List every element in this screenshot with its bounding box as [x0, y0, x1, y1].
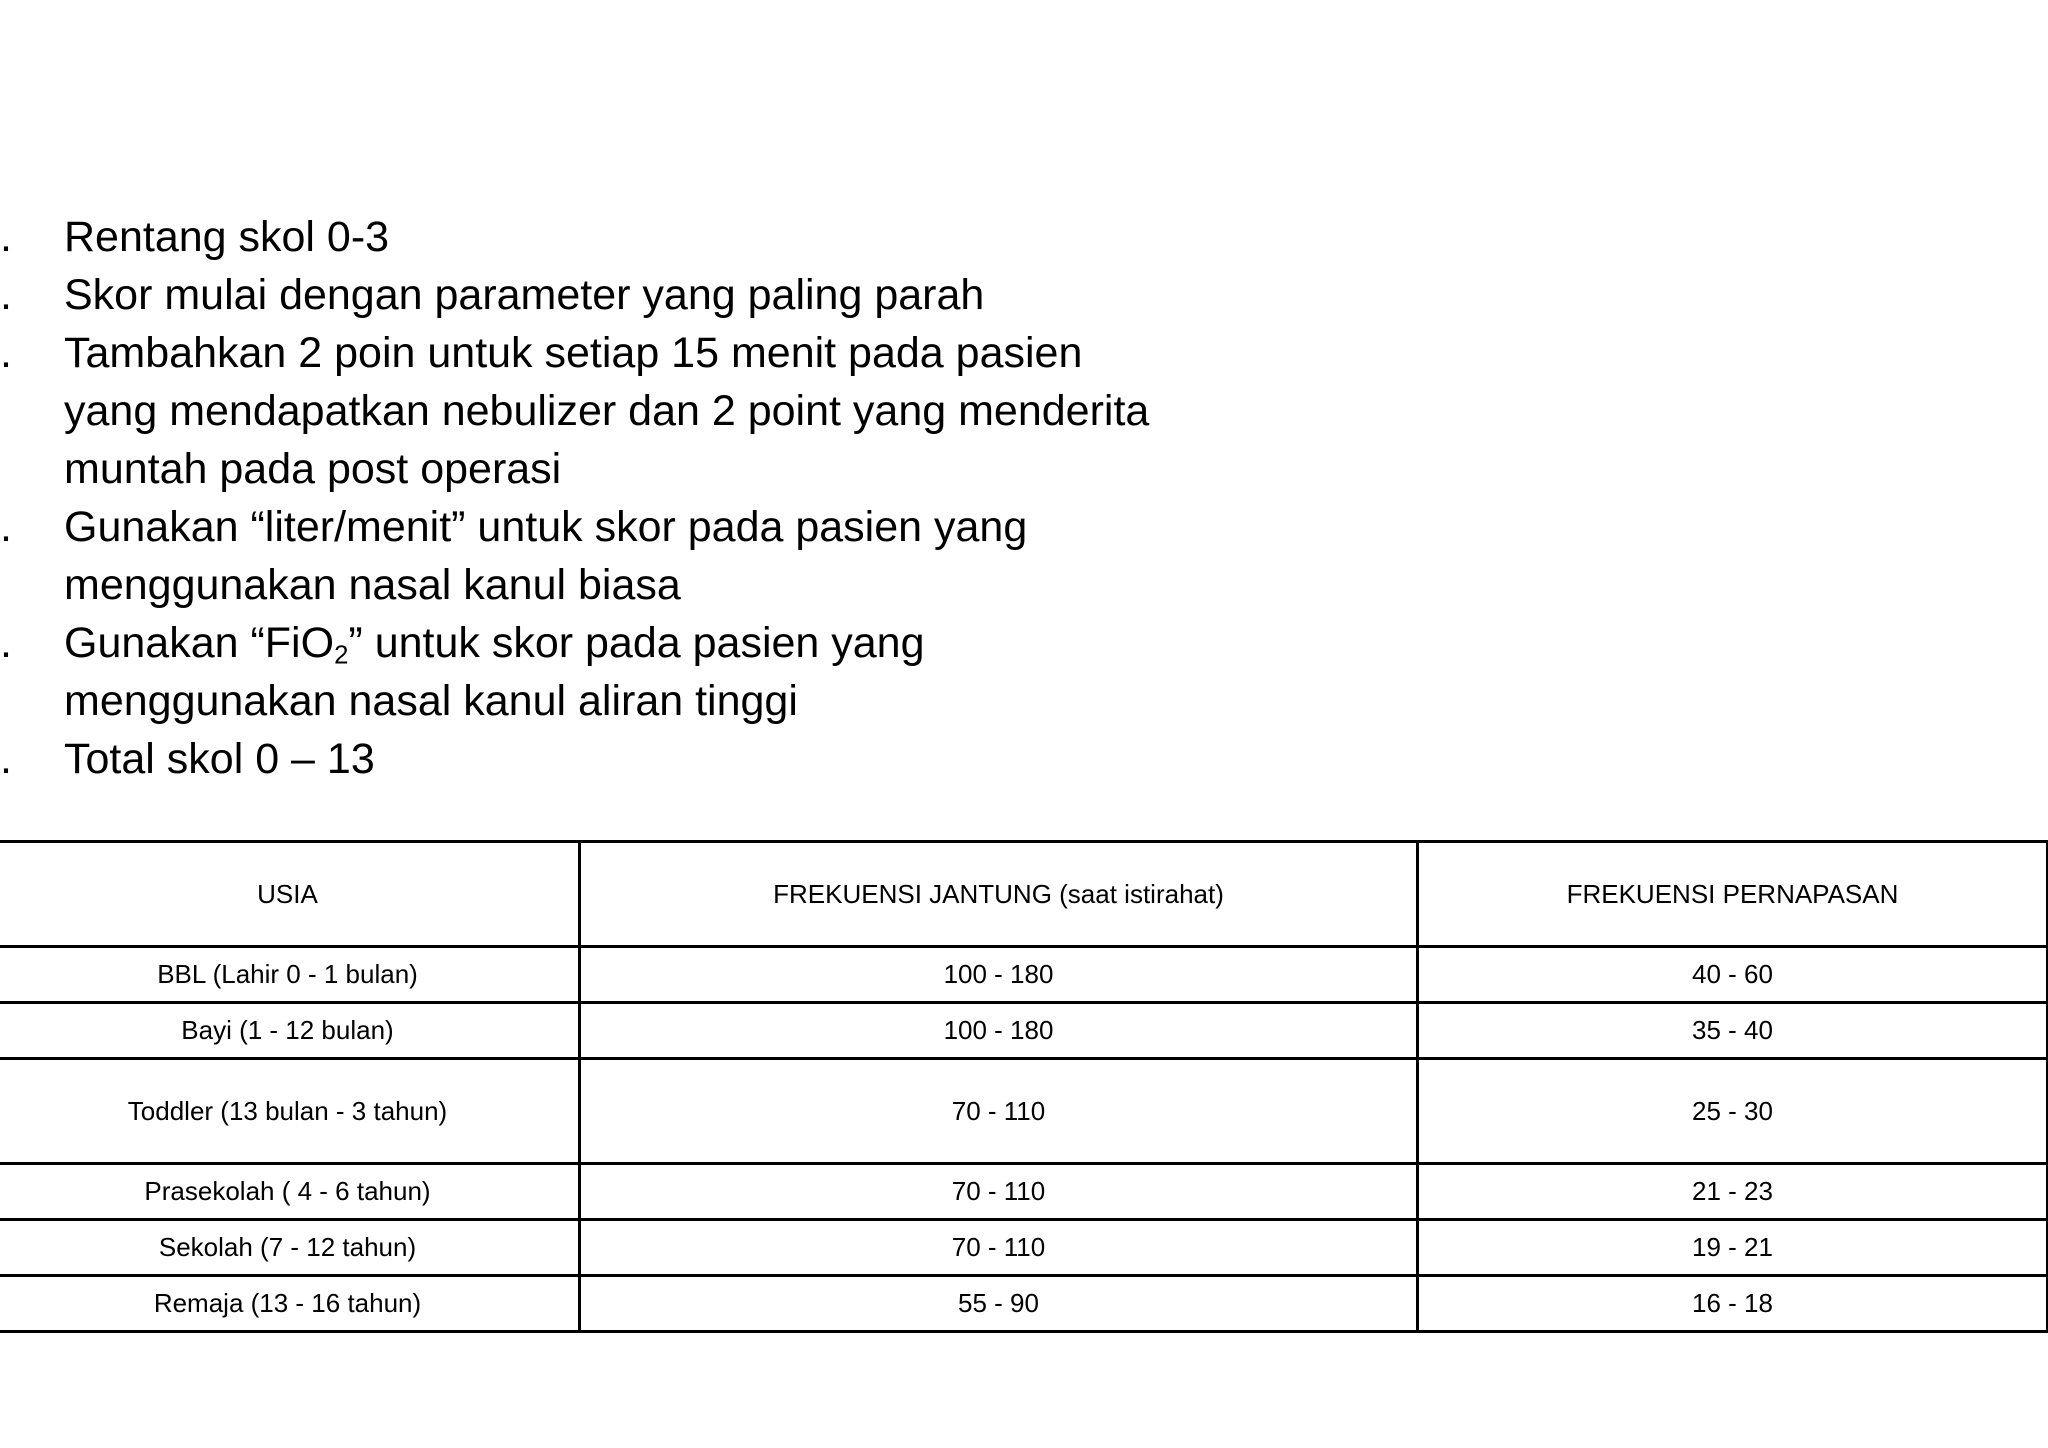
cell-age: Sekolah (7 - 12 tahun) — [0, 1220, 580, 1276]
bullet-item — [0, 730, 1160, 788]
cell-age: BBL (Lahir 0 - 1 bulan) — [0, 947, 580, 1003]
cell-resp-rate: 25 - 30 — [1418, 1059, 2048, 1164]
cell-heart-rate: 100 - 180 — [580, 1003, 1418, 1059]
cell-heart-rate: 70 - 110 — [580, 1164, 1418, 1220]
table-header-row — [0, 842, 2048, 947]
cell-heart-rate: 70 - 110 — [580, 1220, 1418, 1276]
bullet-marker: . — [0, 213, 12, 261]
bullet-list — [0, 208, 1160, 788]
bullet-text-before: Gunakan “FiO — [64, 619, 335, 667]
cell-heart-rate: 55 - 90 — [580, 1276, 1418, 1332]
cell-resp-rate: 16 - 18 — [1418, 1276, 2048, 1332]
bullet-item — [0, 324, 1160, 498]
vital-signs-table — [0, 840, 2048, 1333]
table-row — [0, 1059, 2048, 1164]
bullet-marker: . — [0, 619, 12, 667]
bullet-marker: . — [0, 735, 12, 783]
table-row — [0, 1164, 2048, 1220]
cell-age: Remaja (13 - 16 tahun) — [0, 1276, 580, 1332]
bullet-item — [0, 266, 1160, 324]
cell-heart-rate: 70 - 110 — [580, 1059, 1418, 1164]
cell-resp-rate: 40 - 60 — [1418, 947, 2048, 1003]
cell-age: Bayi (1 - 12 bulan) — [0, 1003, 580, 1059]
bullet-text: Total skol 0 – 13 — [64, 735, 375, 783]
bullet-marker: . — [0, 503, 12, 551]
table-row — [0, 1003, 2048, 1059]
table-row — [0, 1276, 2048, 1332]
cell-resp-rate: 35 - 40 — [1418, 1003, 2048, 1059]
bullet-text-after: ” untuk skor pada pasien yang menggunakan nasal kanul aliran tinggi — [64, 619, 925, 725]
cell-age: Toddler (13 bulan - 3 tahun) — [0, 1059, 580, 1164]
header-heart-rate: FREKUENSI JANTUNG (saat istirahat) — [580, 842, 1418, 947]
cell-resp-rate: 19 - 21 — [1418, 1220, 2048, 1276]
header-resp-rate: FREKUENSI PERNAPASAN — [1418, 842, 2048, 947]
bullet-text: Gunakan “liter/menit” untuk skor pada pasien yang menggunakan nasal kanul biasa — [64, 503, 1028, 609]
bullet-item — [0, 614, 1160, 730]
bullet-text: Skor mulai dengan parameter yang paling parah — [64, 271, 985, 319]
vital-signs-table-container — [0, 840, 2046, 1333]
cell-resp-rate: 21 - 23 — [1418, 1164, 2048, 1220]
bullet-text: Rentang skol 0-3 — [64, 213, 390, 261]
cell-heart-rate: 100 - 180 — [580, 947, 1418, 1003]
bullet-text: Tambahkan 2 poin untuk setiap 15 menit pada pasien yang mendapatkan nebulizer dan 2 point yang menderita muntah pada post operasi — [64, 329, 1150, 493]
cell-age: Prasekolah ( 4 - 6 tahun) — [0, 1164, 580, 1220]
table-row — [0, 947, 2048, 1003]
bullet-marker: . — [0, 329, 12, 377]
bullet-item — [0, 208, 1160, 266]
bullet-text — [64, 614, 1160, 730]
bullet-marker: . — [0, 271, 12, 319]
bullet-item — [0, 498, 1160, 614]
header-age: USIA — [0, 842, 580, 947]
table-row — [0, 1220, 2048, 1276]
subscript-two: 2 — [334, 641, 349, 670]
